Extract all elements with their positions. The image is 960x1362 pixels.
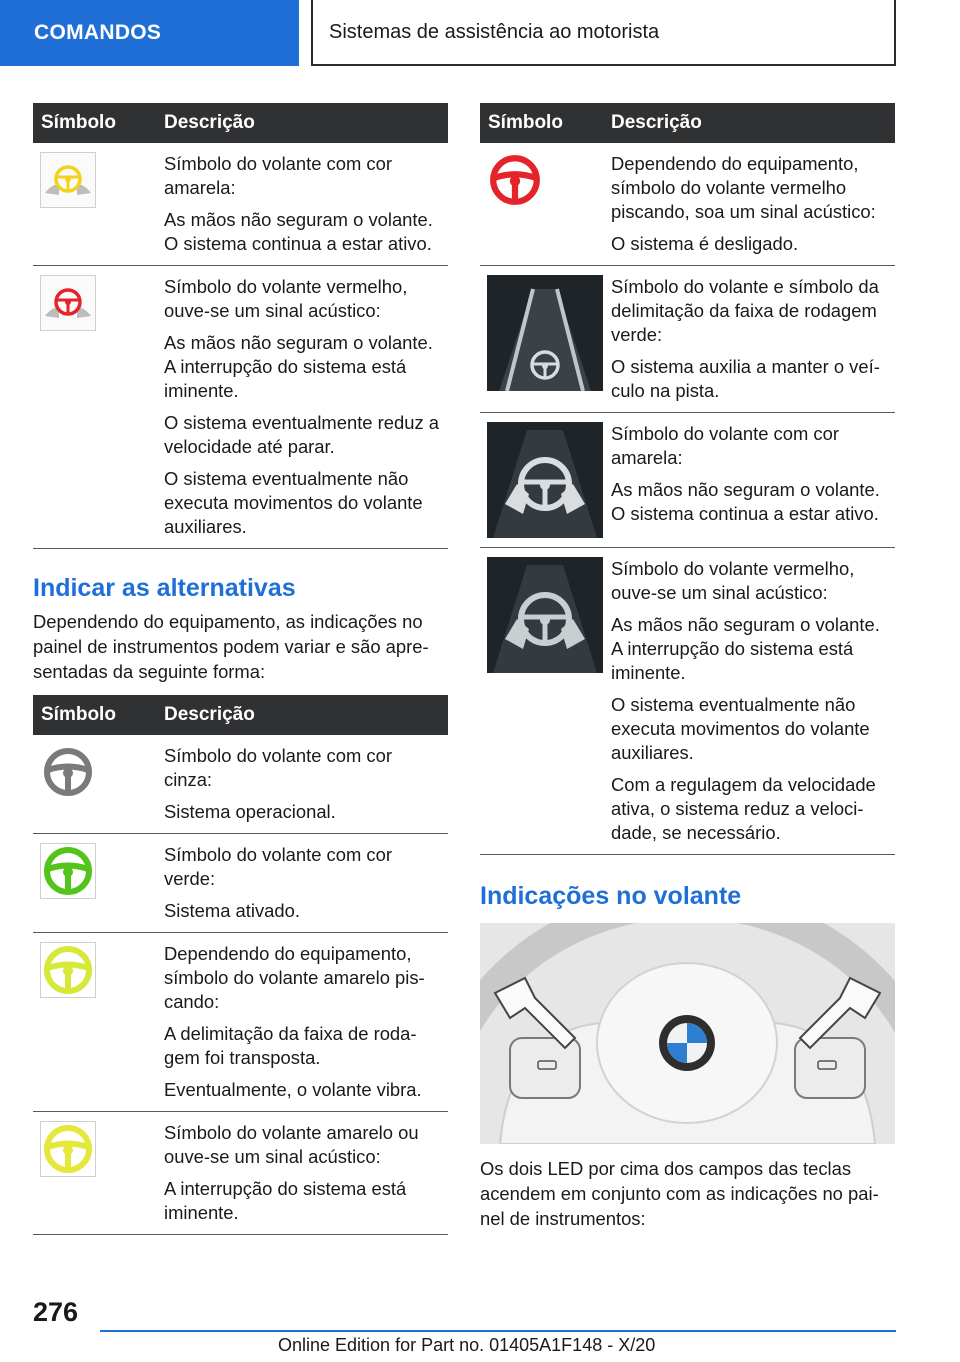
row-text: O sistema auxilia a manter o veículo na pista. xyxy=(611,356,880,401)
header-symbol: Símbolo xyxy=(33,103,156,143)
steering-wheel-red-hands-icon xyxy=(40,275,96,331)
row-text: As mãos não seguram o volante. O sistema continua a estar ativo. xyxy=(611,479,880,524)
table-row xyxy=(480,548,895,855)
section-title: Sistemas de assistência ao motorista xyxy=(311,0,896,66)
row-text: Símbolo do volante com cor cinza: xyxy=(164,745,392,790)
row-text: O sistema eventualmente não executa movimentos do volante auxiliares. xyxy=(164,468,423,537)
row-text: O sistema é desligado. xyxy=(611,233,799,254)
table-row xyxy=(33,143,448,266)
table-row xyxy=(33,266,448,549)
steering-wheel-hands-display-red-icon xyxy=(487,557,603,673)
steering-wheel-yellow-icon xyxy=(40,1121,96,1177)
lane-and-steering-wheel-icon xyxy=(487,275,603,391)
row-text: Dependendo do equipamento, símbolo do volante vermelho piscando, soa um sinal acústico: xyxy=(611,153,876,222)
row-text: As mãos não seguram o volante. A interrupção do sistema está iminente. xyxy=(611,614,880,683)
steering-wheel-red-flashing-icon xyxy=(487,152,543,208)
footer-edition: Online Edition for Part no. 01405A1F148 - X/20 xyxy=(278,1335,656,1355)
steering-wheel-photo xyxy=(480,923,895,1144)
section-heading-wheel: Indicações no volante xyxy=(480,882,742,910)
row-text: O sistema eventualmente reduz a velocidade até parar. xyxy=(164,412,439,457)
steering-wheel-yellow-flashing-icon xyxy=(40,942,96,998)
header-description: Descrição xyxy=(603,103,895,143)
symbol-table-display xyxy=(480,103,895,855)
row-text: A delimitação da faixa de rodagem foi transposta. xyxy=(164,1023,417,1068)
page-number: 276 xyxy=(33,1297,79,1327)
steering-wheel-green-icon xyxy=(40,843,96,899)
row-text: Símbolo do volante e símbolo da delimitação da faixa de rodagem verde: xyxy=(611,276,879,345)
section-heading-alternatives: Indicar as alternativas xyxy=(33,574,296,602)
row-text: Com a regulagem da velocidade ativa, o sistema reduz a velocidade, se necessário. xyxy=(611,774,876,843)
left-column xyxy=(33,103,448,1235)
row-text: Símbolo do volante com cor amarela: xyxy=(164,153,392,198)
row-text: Símbolo do volante amarelo ou ouve-se um sinal acústico: xyxy=(164,1122,419,1167)
header-description: Descrição xyxy=(156,103,448,143)
row-text: As mãos não seguram o volante. A interrupção do sistema está iminente. xyxy=(164,332,433,401)
section-intro: Dependendo do equipamento, as indicações no painel de instrumentos podem variar e são apresentadas da seguinte forma: xyxy=(33,611,429,682)
right-column xyxy=(480,103,895,1242)
chapter-tab: COMANDOS xyxy=(0,0,299,66)
row-text: A interrupção do sistema está iminente. xyxy=(164,1178,407,1223)
table-row xyxy=(33,834,448,933)
wheel-leds-text: Os dois LED por cima dos campos das teclas acendem em conjunto com as indicações no painel de instrumentos: xyxy=(480,1158,879,1229)
table-row xyxy=(480,413,895,548)
row-text: Sistema operacional. xyxy=(164,801,336,822)
page-header xyxy=(0,0,960,66)
symbol-table-hands xyxy=(33,103,448,549)
row-text: Símbolo do volante com cor verde: xyxy=(164,844,392,889)
row-text: Símbolo do volante com cor amarela: xyxy=(611,423,839,468)
row-text: As mãos não seguram o volante. O sistema continua a estar ativo. xyxy=(164,209,433,254)
row-text: Símbolo do volante vermelho, ouve-se um sinal acústico: xyxy=(164,276,408,321)
header-description: Descrição xyxy=(156,695,448,735)
table-row xyxy=(33,1112,448,1235)
row-text: O sistema eventualmente não executa movimentos do volante auxiliares. xyxy=(611,694,870,763)
table-row xyxy=(480,143,895,266)
row-text: Eventualmente, o volante vibra. xyxy=(164,1079,422,1100)
row-text: Dependendo do equipamento, símbolo do volante amarelo piscando: xyxy=(164,943,425,1012)
header-symbol: Símbolo xyxy=(33,695,156,735)
row-text: Sistema ativado. xyxy=(164,900,300,921)
steering-wheel-yellow-hands-icon xyxy=(40,152,96,208)
steering-wheel-grey-icon xyxy=(40,744,96,800)
table-row xyxy=(33,735,448,834)
footer-divider xyxy=(100,1330,896,1332)
table-row xyxy=(480,266,895,413)
table-row xyxy=(33,933,448,1112)
symbol-table-alternatives xyxy=(33,695,448,1235)
row-text: Símbolo do volante vermelho, ouve-se um sinal acústico: xyxy=(611,558,855,603)
header-symbol: Símbolo xyxy=(480,103,603,143)
steering-wheel-hands-display-icon xyxy=(487,422,603,538)
